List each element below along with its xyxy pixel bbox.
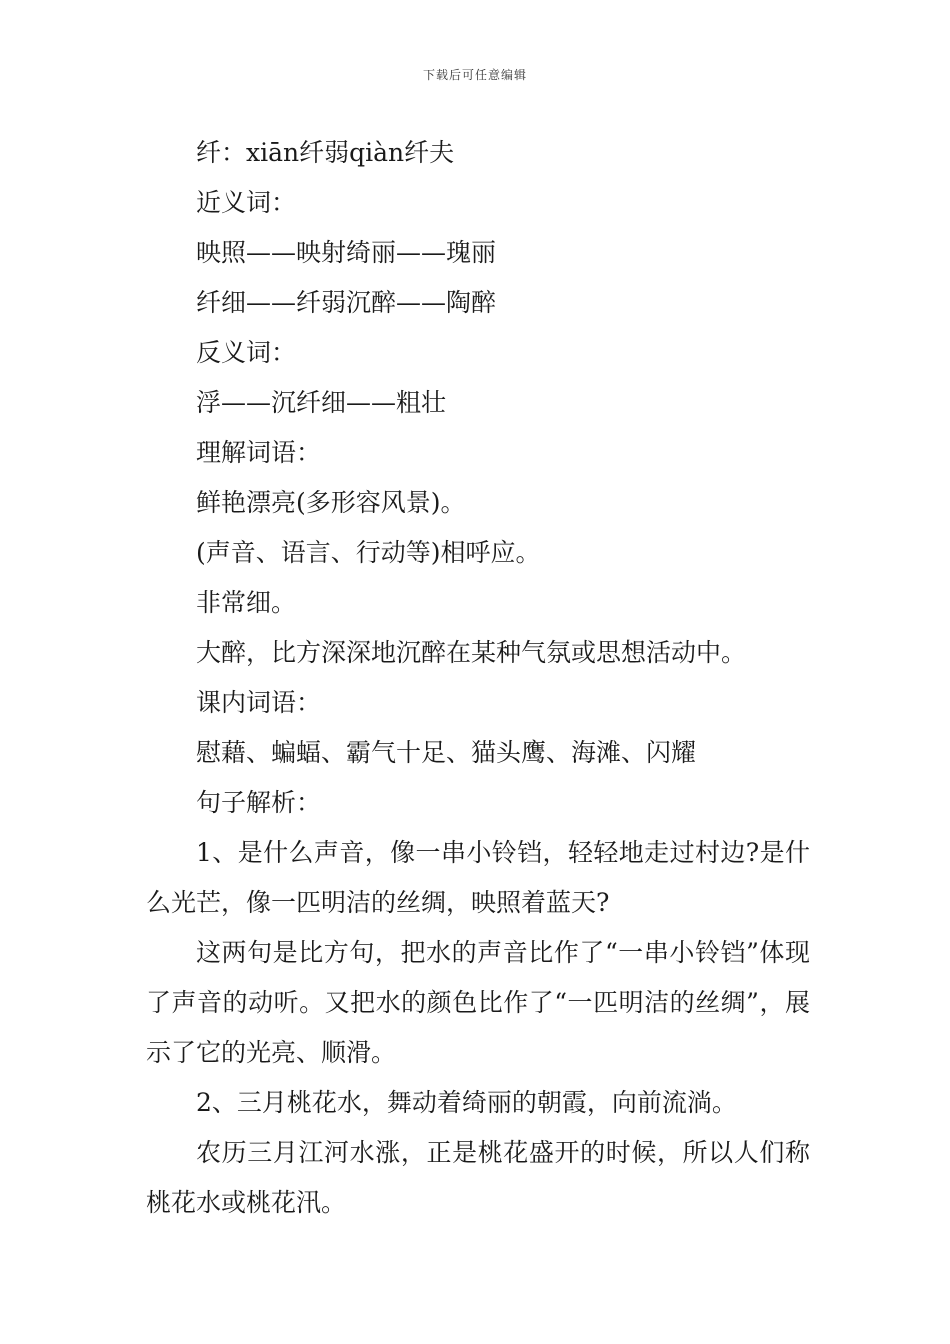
page-header: 下载后可任意编辑 <box>422 68 527 82</box>
word-meaning-3: 非常细。 <box>196 588 297 617</box>
word-meaning-heading: 理解词语： <box>196 438 322 467</box>
synonyms-heading: 近义词： <box>196 188 297 217</box>
sentence-1-analysis: 这两句是比方句，把水的声音比作了“一串小铃铛”体现了声音的动听。又把水的颜色比作了“一匹明洁的丝绸”，展示了它的光亮、顺滑。 <box>146 938 810 1067</box>
word-meaning-1: 鲜艳漂亮(多形容风景)。 <box>196 488 466 517</box>
synonym-pair-1: 映照——映射绮丽——瑰丽 <box>196 238 497 267</box>
sentence-analysis-heading: 句子解析： <box>196 788 322 817</box>
word-meaning-4: 大醉，比方深深地沉醉在某种气氛或思想活动中。 <box>196 638 747 667</box>
lesson-words: 慰藉、蝙蝠、霸气十足、猫头鹰、海滩、闪耀 <box>196 738 697 767</box>
antonyms-heading: 反义词： <box>196 338 297 367</box>
sentence-1: 1、是什么声音，像一串小铃铛，轻轻地走过村边?是什么光芒，像一匹明洁的丝绸，映照着蓝天? <box>146 838 810 917</box>
antonym-pair: 浮——沉纤细——粗壮 <box>196 388 447 417</box>
document-body <box>146 128 810 1228</box>
pronunciation-line: 纤：xiān纤弱qiàn纤夫 <box>196 138 455 167</box>
lesson-words-heading: 课内词语： <box>196 688 322 717</box>
sentence-2-analysis: 农历三月江河水涨，正是桃花盛开的时候，所以人们称桃花水或桃花汛。 <box>146 1138 810 1217</box>
synonym-pair-2: 纤细——纤弱沉醉——陶醉 <box>196 288 497 317</box>
sentence-2: 2、三月桃花水，舞动着绮丽的朝霞，向前流淌。 <box>196 1088 737 1117</box>
word-meaning-2: (声音、语言、行动等)相呼应。 <box>196 538 541 567</box>
